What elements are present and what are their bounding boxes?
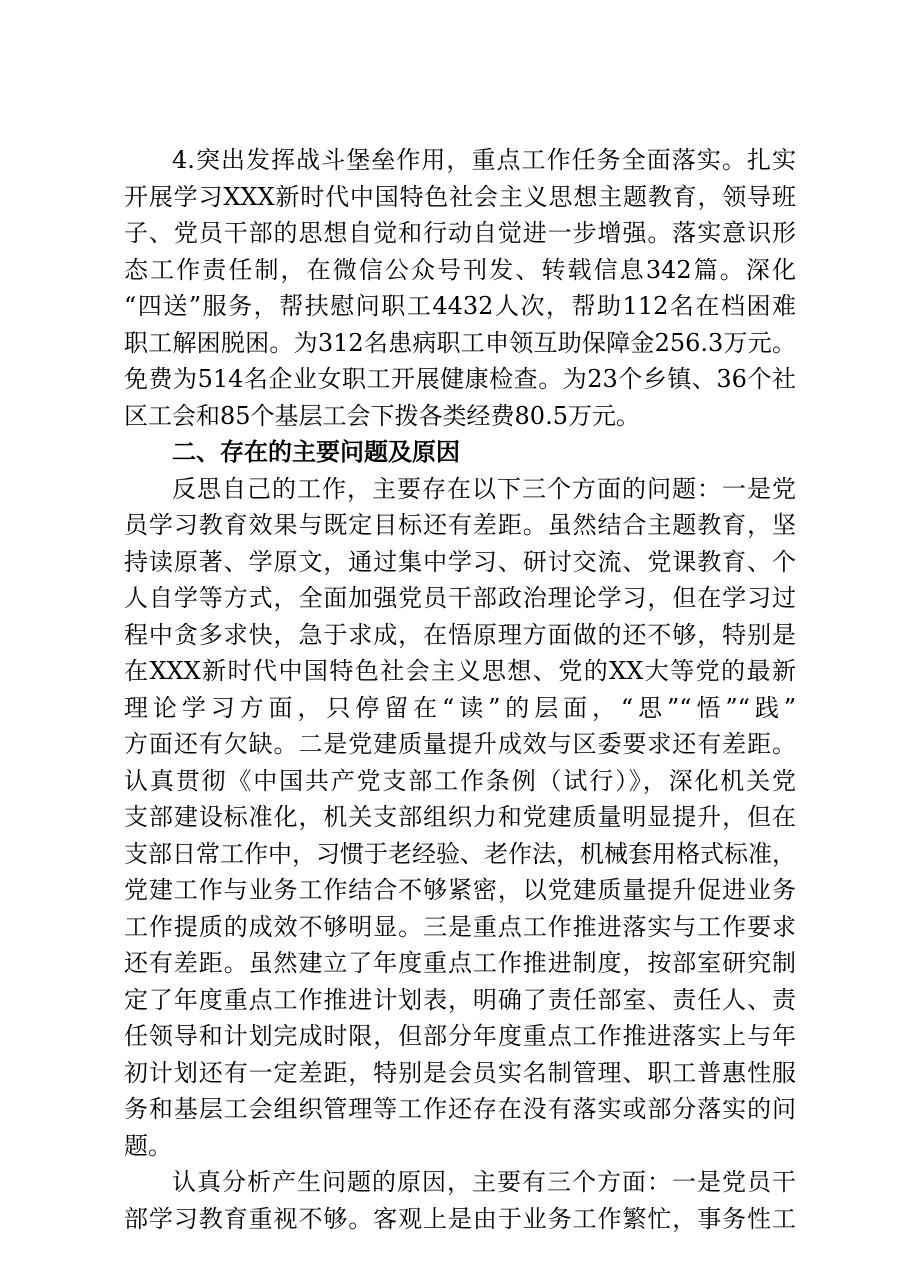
text-line: 部学习教育重视不够。客观上是由于业务工作繁忙，事务性工 [124,1204,796,1233]
paragraph [124,142,796,434]
paragraph [124,471,796,1165]
text-line: 还有差距。虽然建立了年度重点工作推进制度，按部室研究制 [124,949,796,977]
text-line: 二、存在的主要问题及原因 [172,438,460,466]
text-line: 认真分析产生问题的原因，主要有三个方面：一是党员干 [172,1168,796,1196]
text-line: 态工作责任制，在微信公众号刊发、转载信息342篇。深化 [124,255,796,284]
text-line: 工作提质的成效不够明显。三是重点工作推进落实与工作要求 [124,912,796,941]
text-line: 定了年度重点工作推进计划表，明确了责任部室、责任人、责 [124,985,796,1014]
text-line: 程中贪多求快，急于求成，在悟原理方面做的还不够，特别是 [124,620,796,649]
text-line: 党建工作与业务工作结合不够紧密，以党建质量提升促进业务 [124,876,796,904]
text-line: 开展学习XXX新时代中国特色社会主义思想主题教育，领导班 [124,182,796,211]
text-line: 初计划还有一定差距，特别是会员实名制管理、职工普惠性服 [124,1058,796,1087]
text-line: 理论学习方面，只停留在“读”的层面，“思”“悟”“践” [124,693,796,722]
text-line: 员学习教育效果与既定目标还有差距。虽然结合主题教育，坚 [124,511,796,539]
text-line: 持读原著、学原文，通过集中学习、研讨交流、党课教育、个 [124,547,796,576]
text-line: 子、党员干部的思想自觉和行动自觉进一步增强。落实意识形 [124,219,796,247]
paragraph [124,1164,796,1237]
text-line: 反思自己的工作，主要存在以下三个方面的问题：一是党 [172,474,796,503]
text-line: 支部日常工作中，习惯于老经验、老作法，机械套用格式标准， [124,839,796,868]
text-line: 在XXX新时代中国特色社会主义思想、党的XX大等党的最新 [124,657,796,685]
text-line: 题。 [124,1131,172,1160]
text-line: “四送”服务，帮扶慰问职工4432人次，帮助112名在档困难 [124,292,796,320]
text-line: 方面还有欠缺。二是党建质量提升成效与区委要求还有差距。 [124,730,796,758]
text-line: 认真贯彻《中国共产党支部工作条例（试行）》，深化机关党 [124,766,796,795]
text-line: 职工解困脱困。为312名患病职工申领互助保障金256.3万元。 [124,328,796,357]
document-body [124,142,796,1237]
text-line: 区工会和85个基层工会下拨各类经费80.5万元。 [124,401,640,430]
text-line: 支部建设标准化，机关支部组织力和党建质量明显提升，但在 [124,803,796,831]
text-line: 4.突出发挥战斗堡垒作用，重点工作任务全面落实。扎实 [172,146,796,174]
text-line: 免费为514名企业女职工开展健康检查。为23个乡镇、36个社 [124,365,796,393]
section-heading [124,434,796,471]
text-line: 人自学等方式，全面加强党员干部政治理论学习，但在学习过 [124,584,796,612]
text-line: 务和基层工会组织管理等工作还存在没有落实或部分落实的问 [124,1095,796,1123]
text-line: 任领导和计划完成时限，但部分年度重点工作推进落实上与年 [124,1022,796,1050]
